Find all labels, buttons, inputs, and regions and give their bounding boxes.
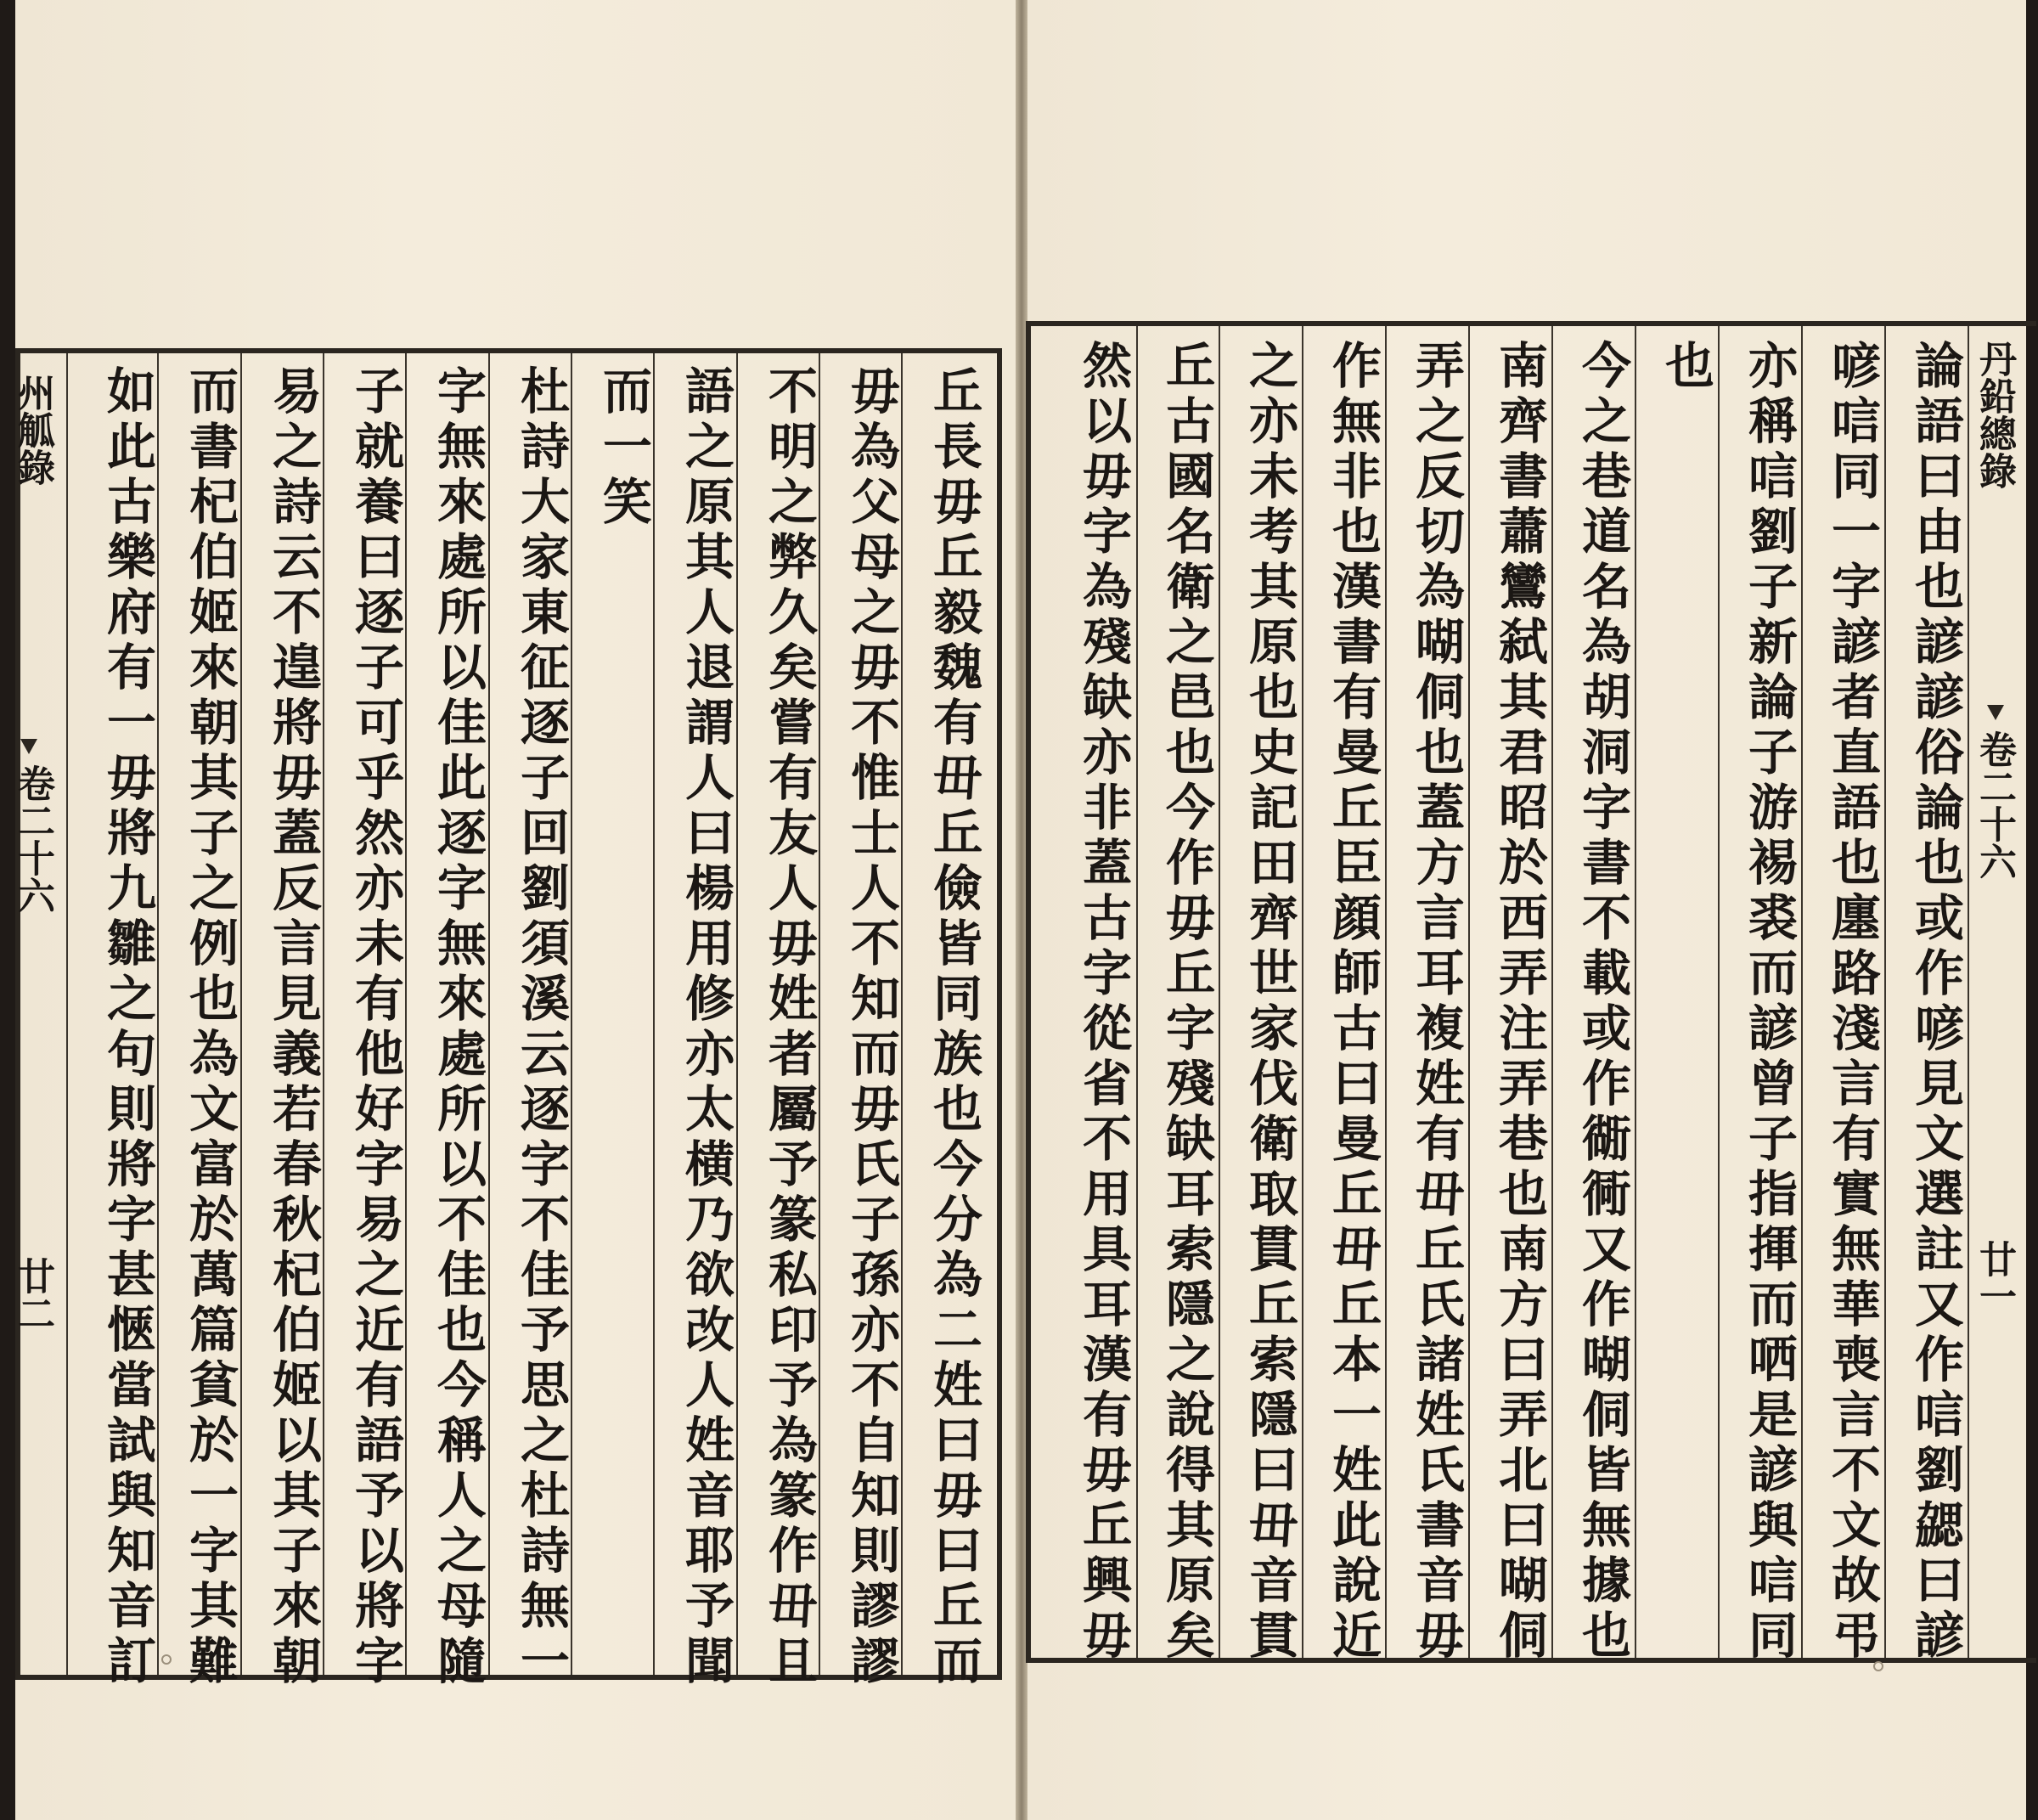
column-rule (1468, 326, 1470, 1658)
column-rule (1219, 326, 1220, 1658)
text-column: 毋為父母之毋不惟士人不知而毋氏子孫亦不自知則謬謬 (842, 365, 900, 1690)
text-column: 弄之反切為㗅侗也蓋方言耳複姓有毌丘氏諸姓氏書音毋 (1407, 340, 1465, 1665)
text-column: 也 (1657, 340, 1714, 395)
right-margin-volume: 卷二十六 (1973, 730, 2016, 880)
column-rule (1385, 326, 1387, 1658)
text-column: 易之詩云不遑將毋蓋反言見義若春秋杞伯姬以其子來朝 (264, 365, 322, 1690)
text-column: 而書杞伯姬來朝其子之例也為文富於萬篇貧於一字其難 (181, 365, 239, 1690)
left-fish-tail (20, 739, 37, 754)
text-column: 亦稱唁劉子新論子游裼裘而諺曾子指揮而哂是諺與唁同 (1740, 340, 1798, 1665)
text-column: 然以毋字為殘缺亦非蓋古字從省不用具耳漢有毋丘興毋 (1074, 340, 1132, 1665)
column-rule (488, 353, 490, 1675)
text-column: 南齊書蕭鸞弑其君昭於西弄注弄巷也南方曰弄北曰㗅侗 (1490, 340, 1548, 1665)
column-rule (1136, 326, 1138, 1658)
column-rule (157, 353, 159, 1675)
column-rule (1551, 326, 1553, 1658)
left-margin-title: 州觚錄 (11, 374, 54, 486)
column-rule (1718, 326, 1720, 1658)
text-column: 丘長毋丘毅魏有毌丘儉皆同族也今分為二姓曰毋曰丘而 (925, 365, 982, 1690)
column-rule (736, 353, 738, 1675)
binding-hole (1873, 1661, 1883, 1671)
column-rule (1968, 326, 1969, 1658)
column-rule (1801, 326, 1803, 1658)
text-column: 字無來處所以佳此逐字無來處所以不佳也今稱人之母隨 (429, 365, 487, 1690)
right-margin-page: 廿一 (1973, 1240, 2016, 1315)
text-column: 之亦未考其原也史記田齊世家伐衛取貫丘索隱曰毌音貫 (1241, 340, 1298, 1665)
binding-hole (161, 1654, 172, 1665)
column-rule (819, 353, 820, 1675)
column-rule (653, 353, 655, 1675)
text-column: 作無非也漢書有曼丘臣顔師古曰曼丘毌丘本一姓此說近 (1324, 340, 1382, 1665)
text-column: 丘古國名衛之邑也今作毋丘字殘缺耳索隱之說得其原矣 (1157, 340, 1215, 1665)
text-column: 喭唁同一字諺者直語也廛路淺言有實無華喪言不文故弔 (1823, 340, 1881, 1665)
column-rule (1302, 326, 1303, 1658)
text-column: 語之原其人退謂人曰楊用修亦太横乃欲改人姓音耶予聞 (677, 365, 735, 1690)
column-rule (1884, 326, 1886, 1658)
column-rule (1635, 326, 1636, 1658)
text-column: 子就養曰逐子可乎然亦未有他好字易之近有語予以將字 (346, 365, 404, 1690)
column-rule (66, 353, 68, 1675)
left-margin-volume: 卷二十六 (11, 764, 54, 914)
text-column: 今之巷道名為胡洞字書不載或作衚衕又作㗅侗皆無據也 (1574, 340, 1631, 1665)
right-fish-tail (1987, 705, 2004, 720)
column-rule (571, 353, 572, 1675)
right-margin-title: 丹鉛總錄 (1973, 340, 2016, 489)
column-rule (323, 353, 324, 1675)
column-rule (240, 353, 242, 1675)
text-column: 如此古樂府有一毋將九雛之句則將字甚愜當試與知音訂 (99, 365, 156, 1690)
text-column: 論語曰由也諺諺俗論也或作喭見文選註又作唁劉勰曰諺 (1906, 340, 1964, 1665)
left-margin-page: 廿二 (11, 1257, 54, 1332)
text-column: 杜詩大家東征逐子回劉須溪云逐字不佳予思之杜詩無一 (512, 365, 570, 1690)
text-column: 不明之弊久矣嘗有友人毋姓者屬予篆私印予為篆作毌且 (760, 365, 818, 1690)
text-column: 而一笑 (594, 365, 652, 531)
column-rule (405, 353, 407, 1675)
column-rule (901, 353, 903, 1675)
